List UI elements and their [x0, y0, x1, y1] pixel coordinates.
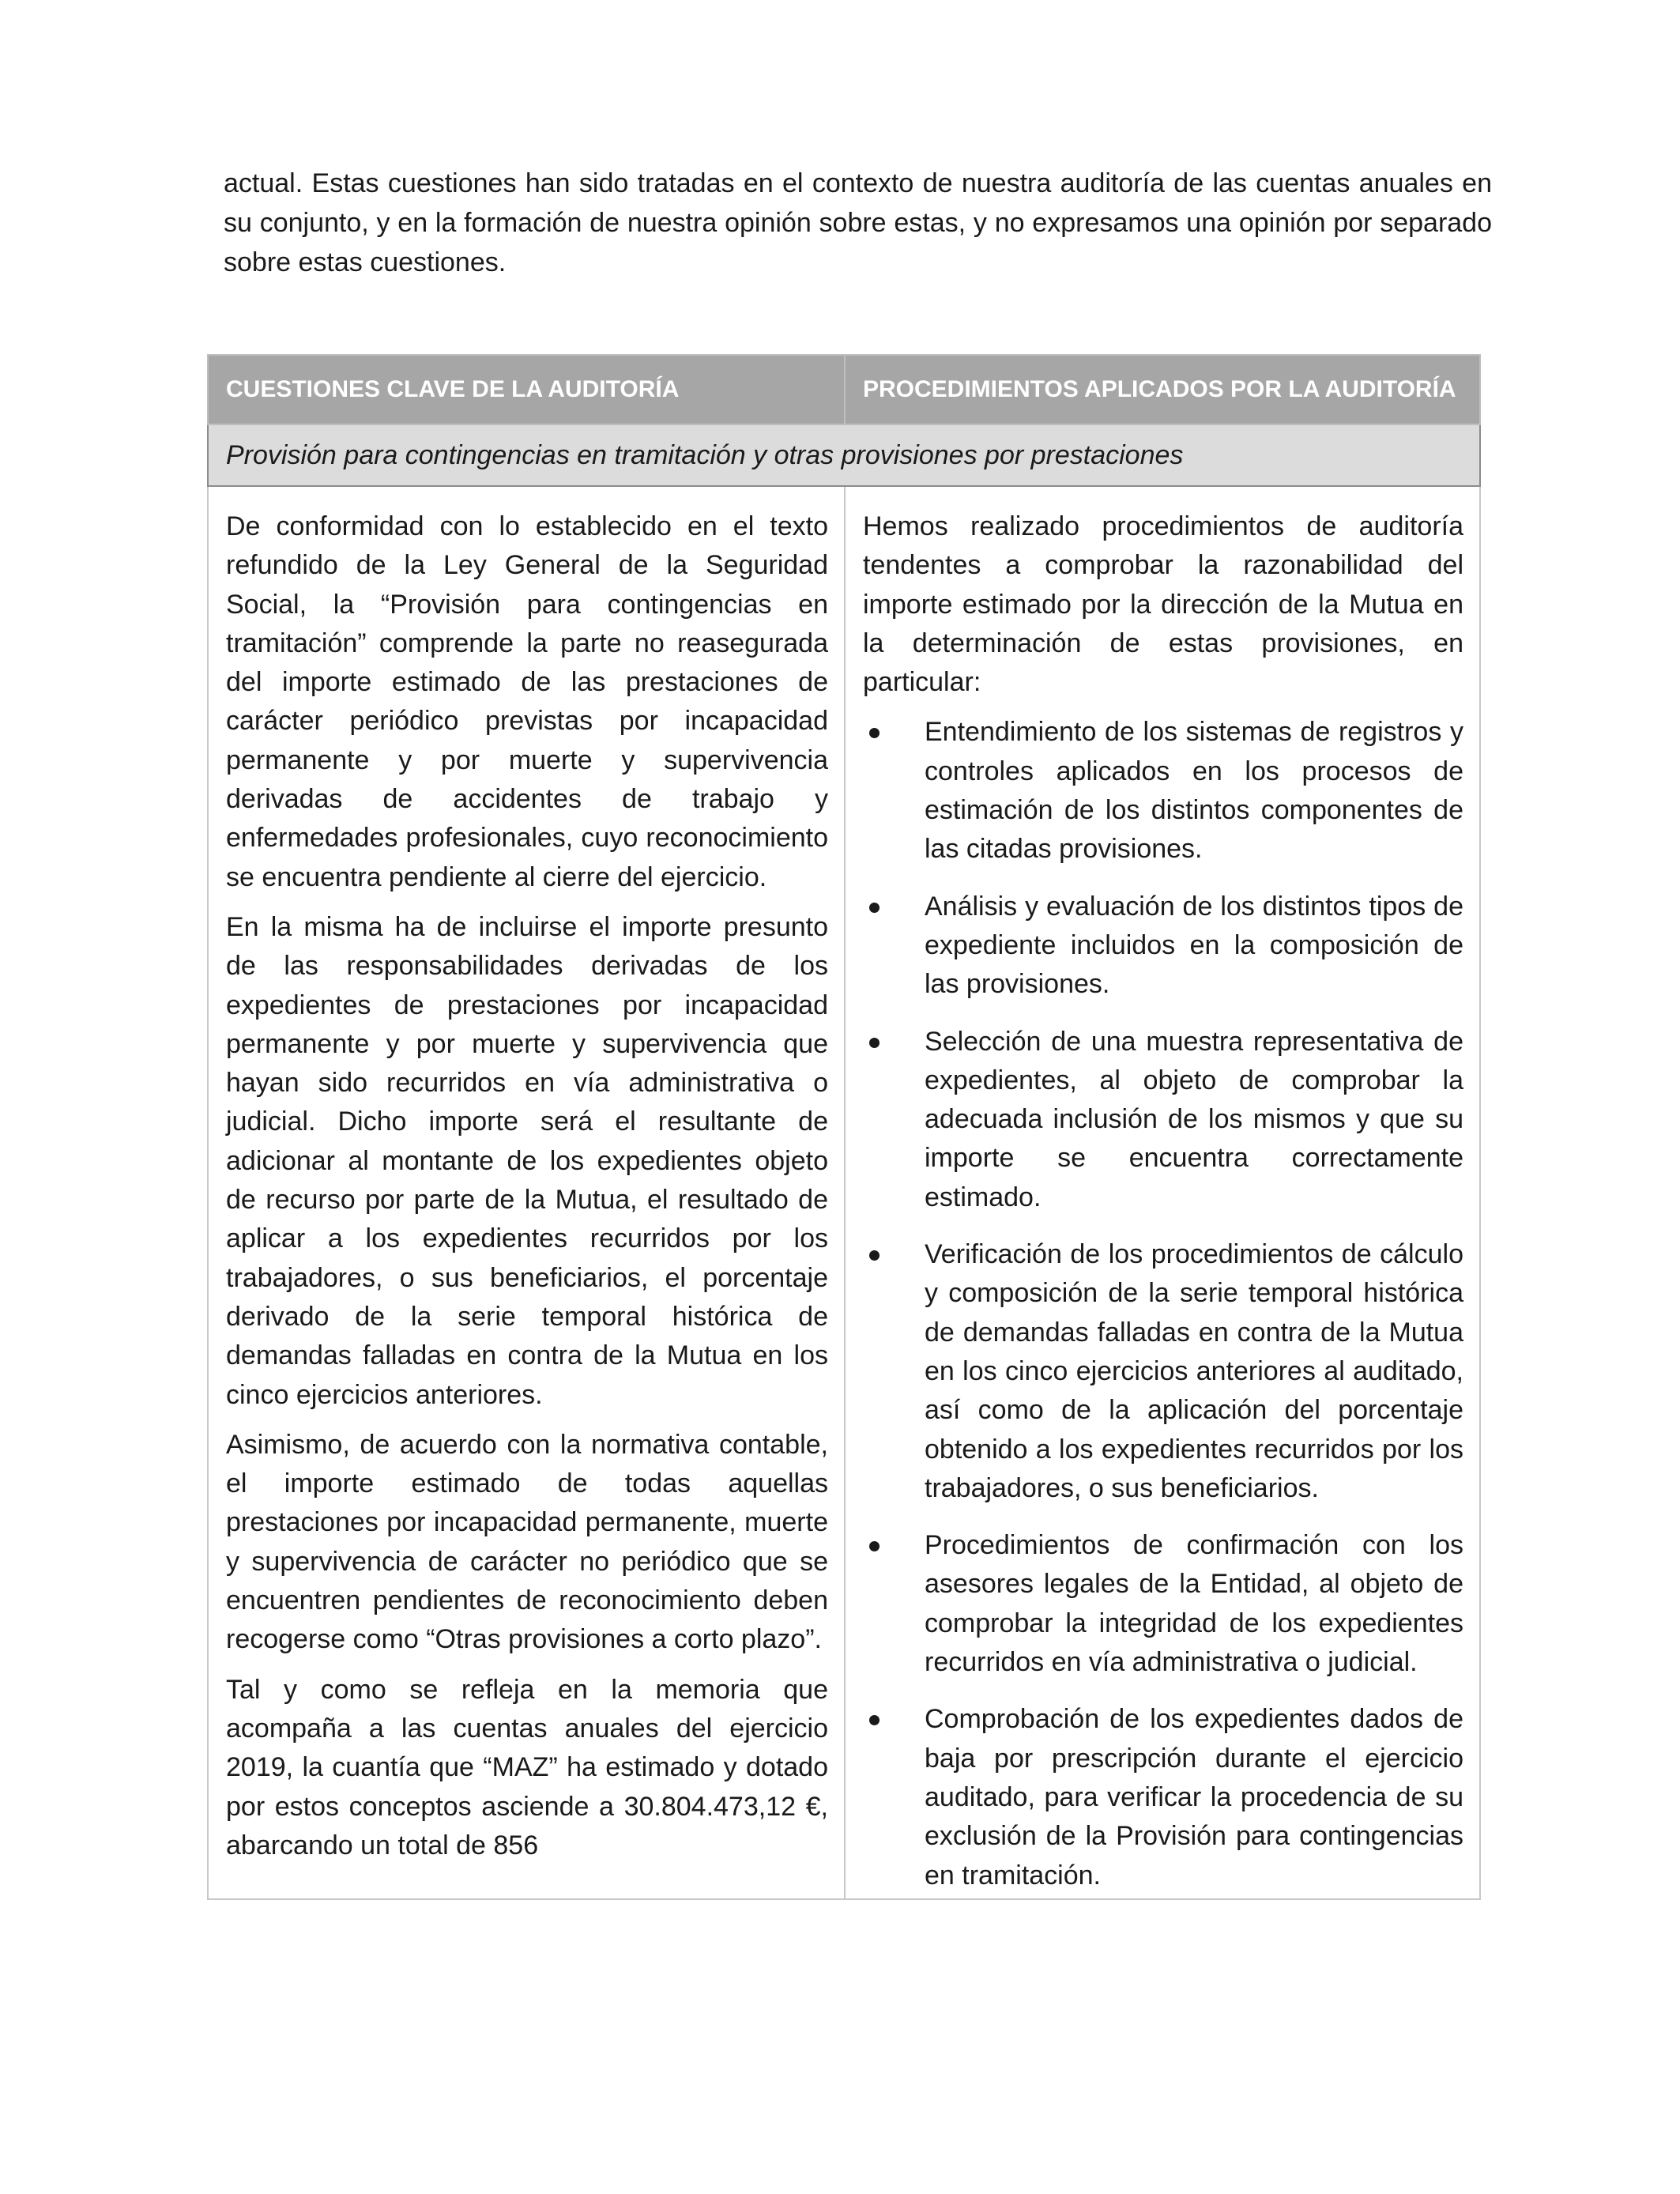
bullet-icon — [869, 903, 880, 913]
bullet-icon — [869, 1715, 880, 1725]
key-matter-cell — [208, 486, 845, 1899]
list-item — [863, 1023, 1463, 1217]
key-audit-matters-table — [207, 354, 1481, 1900]
procedure-text: Procedimientos de confirmación con los asesores legales de la Entidad, al objeto de comprobar la integridad de los expedientes recurridos en vía administrativa o judicial. — [925, 1530, 1463, 1678]
procedures-intro: Hemos realizado procedimientos de auditoría tendentes a comprobar la razonabilidad del importe estimado por la dirección de la Mutua en la determinación de estas provisiones, en particular: — [863, 511, 1463, 698]
list-item — [863, 1700, 1463, 1894]
section-title: Provisión para contingencias en tramitación y otras provisiones por prestaciones — [208, 424, 1480, 486]
procedure-text: Entendimiento de los sistemas de registros y controles aplicados en los procesos de estimación de los distintos componentes de las citadas provisiones. — [925, 717, 1463, 865]
procedure-text: Análisis y evaluación de los distintos tipos de expediente incluidos en la composición de las provisiones. — [925, 891, 1463, 1000]
list-item — [863, 1526, 1463, 1682]
intro-paragraph: actual. Estas cuestiones han sido tratadas en el contexto de nuestra auditoría de las cuentas anuales en su conjunto, y en la formación de nuestra opinión sobre estas, y no expresamos una opinión por separado sobre estas cuestiones. — [224, 168, 1492, 277]
table-header-row — [208, 355, 1480, 424]
list-item — [863, 713, 1463, 869]
list-item — [863, 888, 1463, 1005]
section-row — [208, 424, 1480, 486]
bullet-icon — [869, 1250, 880, 1261]
bullet-icon — [869, 728, 880, 738]
header-procedures: PROCEDIMIENTOS APLICADOS POR LA AUDITORÍA — [845, 355, 1480, 424]
key-matter-paragraph: En la misma ha de incluirse el importe presunto de las responsabilidades derivadas de los expedientes de prestaciones por incapacidad permanente y por muerte y supervivencia que hayan sido recurridos en vía administrativa o judicial. Dicho importe será el resultante de adicionar al montante de los expedientes objeto de recurso por parte de la Mutua, el resultado de aplicar a los expedientes recurridos por los trabajadores, o sus beneficiarios, el porcentaje derivado de la serie temporal histórica de demandas falladas en contra de la Mutua en los cinco ejercicios anteriores. — [226, 911, 828, 1410]
key-matter-paragraph: Asimismo, de acuerdo con la normativa contable, el importe estimado de todas aquellas prestaciones por incapacidad permanente, muerte y supervivencia de carácter no periódico que se encuentren pendientes de reconocimiento deben recogerse como “Otras provisiones a corto plazo”. — [226, 1429, 828, 1655]
procedure-text: Verificación de los procedimientos de cálculo y composición de la serie temporal histórica de demandas falladas en contra de la Mutua en los cinco ejercicios anteriores al auditado, así como de la aplicación del porcentaje obtenido a los expedientes recurridos por los trabajadores, o sus beneficiarios. — [925, 1239, 1463, 1503]
procedures-list — [863, 713, 1463, 1894]
key-matter-paragraph: Tal y como se refleja en la memoria que acompaña a las cuentas anuales del ejercicio 2019, la cuantía que “MAZ” ha estimado y dotado por estos conceptos asciende a 30.804.473,12 €, abarcando un total de 856 — [226, 1674, 828, 1860]
bullet-icon — [869, 1038, 880, 1048]
header-key-matters: CUESTIONES CLAVE DE LA AUDITORÍA — [208, 355, 845, 424]
procedure-text: Comprobación de los expedientes dados de baja por prescripción durante el ejercicio auditado, para verificar la procedencia de su exclusión de la Provisión para contingencias en tramitación. — [925, 1704, 1463, 1891]
list-item — [863, 1235, 1463, 1508]
key-matter-paragraph: De conformidad con lo establecido en el texto refundido de la Ley General de la Seguridad Social, la “Provisión para contingencias en tramitación” comprende la parte no reasegurada del importe estimado de las prestaciones de carácter periódico previstas por incapacidad permanente y por muerte y supervivencia derivadas de accidentes de trabajo y enfermedades profesionales, cuyo reconocimiento se encuentra pendiente al cierre del ejercicio. — [226, 511, 828, 892]
procedure-text: Selección de una muestra representativa de expedientes, al objeto de comprobar la adecuada inclusión de los mismos y que su importe se encuentra correctamente estimado. — [925, 1026, 1463, 1212]
bullet-icon — [869, 1541, 880, 1551]
procedures-cell — [845, 486, 1480, 1899]
content-row — [208, 486, 1480, 1899]
